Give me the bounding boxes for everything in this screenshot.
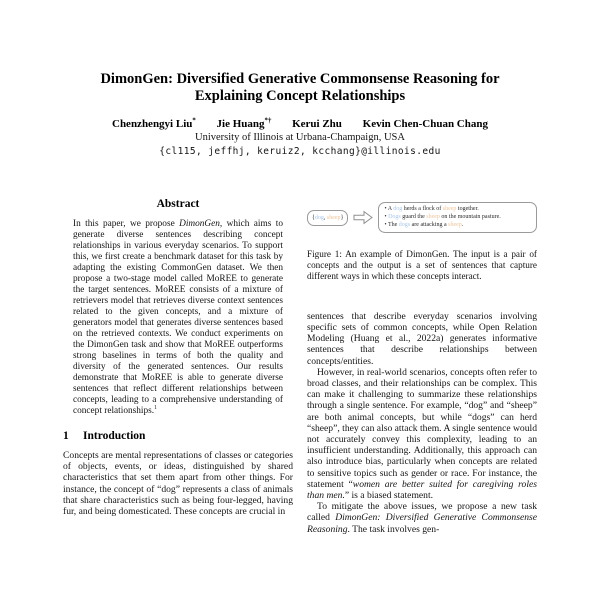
author-name-text: Jie Huang xyxy=(216,118,265,130)
paper-header xyxy=(0,71,600,157)
author-name-text: Chenzhengyi Liu xyxy=(112,118,193,130)
figure-output-box xyxy=(378,202,537,233)
figure-1 xyxy=(307,202,537,233)
figure-input-box: {dog, sheep} xyxy=(307,210,348,226)
figure-output-sentence: • Dogs guard the sheep on the mountain pasture. xyxy=(384,213,501,220)
author-name xyxy=(363,118,488,130)
section-heading-introduction xyxy=(63,430,293,442)
author-name-text: Kevin Chen-Chuan Chang xyxy=(362,118,488,130)
intro-paragraph: Concepts are mental representations of classes or categories of objects, events, or ideas, distinguished by shared characteristics that set them apart from other things. For instance, the concept of “dog” represents a class of animals that share characteristics such as being four-legged, having fur, and being domesticated. These concepts are crucial in xyxy=(63,450,293,518)
arrow-right-icon xyxy=(353,210,373,225)
author-footnote-mark: * xyxy=(192,117,196,125)
abstract-text: In this paper, we propose DimonGen, which aims to generate diverse sentences describing concept relationships in various everyday scenarios. To support this, we first create a benchmark dataset for this task by adapting the existing CommonGen dataset. We then propose a two-stage model called MoREE to generate the target sentences. MoREE consists of a mixture of retrievers model that retrieves diverse context sentences related to the given concepts, and a mixture of generators model that generates diverse sentences based on the retrieved contexts. We conduct experiments on the DimonGen task and show that MoREE outperforms strong baselines in terms of both the quality and diversity of the generated sentences. Our results demonstrate that MoREE is able to generate diverse sentences that reflect different relationships between concepts, leading to a comprehensive understanding of concept relationships.$^1$ xyxy=(73,219,283,416)
figure-caption: Figure 1: An example of DimonGen. The input is a pair of concepts and the output is a set of sentences that capture different ways in which these concepts interact. xyxy=(307,249,537,281)
author-name xyxy=(292,118,342,130)
author-name xyxy=(112,118,196,130)
section-title: Introduction xyxy=(83,430,146,442)
body-paragraph: However, in real-world scenarios, concepts often refer to broad classes, and their relationships can be complex. This can make it challenging to summarize these relationships through a single sentence. For example, “dog” and “sheep” are both animal concepts, but while “dogs” can herd “sheep”, they can also attack them. A single sentence would not accurately convey this complexity, leading to an insufficient understanding. Additionally, this approach can also introduce bias, particularly when concepts are related to sensitive topics such as gender or race. For instance, the statement “women are better suited for caregiving roles than men.” is a biased statement. xyxy=(307,366,537,502)
two-column-body xyxy=(63,198,537,600)
author-name xyxy=(217,118,272,130)
right-column xyxy=(307,198,537,600)
figure-output-sentence: • The dogs are attacking a sheep. xyxy=(384,221,464,228)
author-footnote-mark: *† xyxy=(264,117,272,125)
title-line-2: Explaining Concept Relationships xyxy=(194,88,406,104)
email-line: {cl115, jeffhj, keruiz2, kcchang}@illinois.edu xyxy=(159,146,441,157)
affiliation: University of Illinois at Urbana-Champaign, USA xyxy=(195,132,405,143)
section-number: 1 xyxy=(63,430,69,442)
title-line-1: DimonGen: Diversified Generative Commonsense Reasoning for xyxy=(100,71,500,87)
body-paragraph: sentences that describe everyday scenarios involving specific sets of common concepts, while Open Relation Modeling (Huang et al., 2022a) generates informative sentences that describe relationships between concepts/entities. xyxy=(307,310,537,367)
abstract-heading: Abstract xyxy=(156,198,200,210)
figure-output-sentence: • A dog herds a flock of sheep together. xyxy=(384,206,479,212)
author-name-text: Kerui Zhu xyxy=(292,118,342,130)
body-paragraph: To mitigate the above issues, we propose a new task called DimonGen: Diversified Generative Commonsense Reasoning. The task involves gen- xyxy=(307,501,537,535)
left-column xyxy=(63,198,293,600)
author-line xyxy=(0,118,600,130)
paper-title xyxy=(0,71,600,105)
